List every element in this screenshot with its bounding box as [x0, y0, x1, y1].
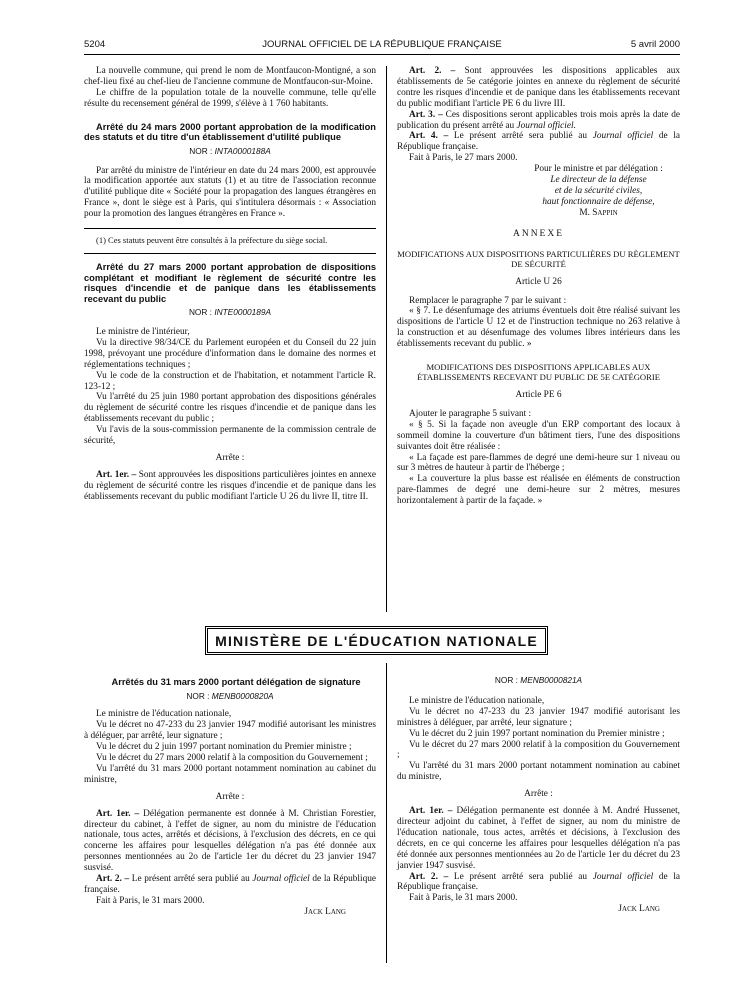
arrete-heading: Arrête :	[215, 452, 245, 463]
article-heading: Article U 26	[515, 276, 562, 287]
section-rule	[84, 253, 376, 254]
done-at: Fait à Paris, le 31 mars 2000.	[409, 893, 518, 904]
article-paragraph: Art. 2. – Sont approuvées les dispositions applicables aux établissements de 5e catégorie jointes en annexe du règlement de sécurité contre les risques d'incendie et de panique dans les établissements recevant du public modifiant l'article PE 6 du livre III.	[397, 66, 680, 109]
article-paragraph: Art. 3. – Ces dispositions seront applicables trois mois après la date de publication du présent arrêté au Journal officiel.	[397, 109, 680, 131]
paragraph: Vu le décret du 27 mars 2000 relatif à la composition du Gouvernement ;	[397, 739, 680, 761]
arrete-heading: Arrête :	[524, 789, 553, 800]
column-separator	[386, 663, 387, 963]
decree-title: Arrêté du 24 mars 2000 portant approbation de la modification des statuts et du titre d'un établissement d'utilité publique	[84, 121, 376, 143]
annex-heading: ANNEXE	[512, 228, 565, 239]
done-at: Fait à Paris, le 31 mars 2000.	[96, 895, 205, 906]
signature: Jack Lang	[304, 906, 346, 917]
paragraph: Vu la directive 98/34/CE du Parlement européen et du Conseil du 22 juin 1998, prévoyant une procédure d'information dans le domaine des normes et réglementations techniques ;	[84, 337, 376, 370]
page-header	[84, 39, 680, 52]
column-separator	[386, 66, 387, 612]
right-column	[397, 66, 680, 507]
ministry-banner: MINISTÈRE DE L'ÉDUCATION NATIONALE	[205, 626, 548, 655]
paragraph: Vu l'avis de la sous-commission permanente de la commission centrale de sécurité,	[84, 425, 376, 447]
article-paragraph: Art. 4. – Le présent arrêté sera publié au Journal officiel de la République française.	[397, 131, 681, 153]
paragraph: Remplacer le paragraphe 7 par le suivant :	[409, 295, 567, 306]
left-column	[84, 66, 376, 503]
article-heading: Article PE 6	[515, 390, 562, 401]
signature-block: Pour le ministre et par délégation : Le directeur de la défense et de la sécurité civiles, haut fonctionnaire de défense, M. Sappin	[534, 164, 663, 218]
paragraph: Vu le décret du 2 juin 1997 portant nomination du Premier ministre ;	[409, 728, 665, 739]
paragraph: Vu l'arrêté du 25 juin 1980 portant approbation des dispositions générales du règlement de sécurité contre les risques d'incendie et de panique dans les établissements recevant du public ;	[84, 392, 376, 425]
paragraph: Vu le décret no 47-233 du 23 janvier 1947 modifié autorisant les ministres à déléguer, par arrêté, leur signature ;	[397, 706, 680, 728]
nor-reference: NOR : MENB0000820A	[186, 690, 274, 701]
article-paragraph: Art. 1er. – Délégation permanente est donnée à M. Christian Forestier, directeur du cabinet, à l'effet de signer, au nom du ministre de l'éducation nationale, tous actes, arrêtés et décisions, à l'exclusion des décrets, en ce qui concerne les affaires pour lesquelles délégation n'a pas été donnée aux personnes mentionnées au 2o de l'article 1er du décret du 23 janvier 1947 susvisé.	[84, 808, 376, 874]
paragraph: Le chiffre de la population totale de la nouvelle commune, telle qu'elle résulte du recensement général de 1999, s'élève à 1 760 habitants.	[84, 87, 376, 109]
paragraph: Vu le décret du 27 mars 2000 relatif à la composition du Gouvernement ;	[96, 753, 368, 764]
issue-date: 5 avril 2000	[630, 39, 680, 50]
paragraph: « § 5. Si la façade non aveugle d'un ERP comportant des locaux à sommeil domine la couverture d'un bâtiment tiers, l'une des dispositions suivantes doit être réalisée :	[397, 419, 680, 452]
signature: Jack Lang	[618, 904, 660, 915]
paragraph: Vu le décret no 47-233 du 23 janvier 1947 modifié autorisant les ministres à déléguer, par arrêté, leur signature ;	[84, 720, 376, 742]
lower-right-column	[397, 665, 680, 915]
paragraph: « La couverture la plus basse est réalisée en éléments de construction pare-flammes de degré une demi-heure sur 2 mètres, mesures horizontalement à partir de la façade. »	[397, 474, 680, 507]
nor-reference: NOR : INTA0000188A	[189, 145, 271, 156]
section-heading: MODIFICATIONS DES DISPOSITIONS APPLICABLES AUX ÉTABLISSEMENTS RECEVANT DU PUBLIC DE 5E CATÉGORIE	[417, 362, 660, 383]
paragraph: Vu l'arrêté du 31 mars 2000 portant notamment nomination au cabinet du ministre,	[397, 761, 680, 783]
article-paragraph: Art. 1er. – Sont approuvées les dispositions particulières jointes en annexe du règlement de sécurité contre les risques d'incendie et de panique dans les établissements recevant du public modifiant l'article U 26 du livre II, titre II.	[84, 469, 377, 502]
footnote: (1) Ces statuts peuvent être consultés à la préfecture du siège social.	[96, 235, 328, 246]
article-paragraph: Art. 1er. – Délégation permanente est donnée à M. André Hussenet, directeur adjoint du cabinet, à l'effet de signer, au nom du ministre de l'éducation nationale, tous actes, arrêtés et décisions, à l'exclusion des décrets, en ce qui concerne les affaires pour lesquelles délégation n'a pas été donnée aux personnes mentionnées au 2o de l'article 1er du décret du 23 janvier 1947 susvisé.	[397, 806, 680, 871]
paragraph: Vu l'arrêté du 31 mars 2000 portant notamment nomination au cabinet du ministre,	[84, 763, 376, 785]
paragraph: La nouvelle commune, qui prend le nom de Montfaucon-Montigné, a son chef-lieu fixé au chef-lieu de l'ancienne commune de Montfaucon-sur-Moine.	[84, 66, 376, 87]
paragraph: Le ministre de l'éducation nationale,	[96, 709, 232, 720]
nor-reference: NOR : MENB0000821A	[494, 675, 583, 685]
article-paragraph: Art. 2. – Le présent arrêté sera publié au Journal officiel de la République française.	[397, 871, 681, 893]
decree-title: Arrêtés du 31 mars 2000 portant délégation de signature	[111, 677, 361, 687]
decree-title: Arrêté du 27 mars 2000 portant approbation de dispositions complétant et modifiant le règlement de sécurité contre les risques d'incendie et de panique dans les établissements recevant du public	[84, 262, 376, 304]
paragraph: « § 7. Le désenfumage des atriums éventuels doit être réalisé suivant les dispositions de l'article U 12 et de l'instruction technique no 263 relative à la construction et au désenfumage des volumes libres intérieurs dans les établissements recevant du public. »	[397, 306, 680, 350]
paragraph: Par arrêté du ministre de l'intérieur en date du 24 mars 2000, est approuvée la modification apportée aux statuts (1) et au titre de l'association reconnue d'utilité publique dite « Société pour la propagation des langues étrangères en France », dont le siège est à Paris, qui s'intitulera désormais : « Association pour la promotion des langues étrangères en France ».	[84, 165, 376, 220]
done-at: Fait à Paris, le 27 mars 2000.	[409, 153, 518, 164]
paragraph: Le ministre de l'éducation nationale,	[409, 695, 545, 706]
nor-reference: NOR : INTE0000189A	[188, 307, 272, 318]
paragraph: Vu le décret du 2 juin 1997 portant nomination du Premier ministre ;	[96, 742, 352, 753]
page-number: 5204	[84, 39, 106, 50]
section-heading: MODIFICATIONS AUX DISPOSITIONS PARTICULIÈRES DU RÈGLEMENT DE SÉCURITÉ	[397, 248, 680, 269]
header-rule	[84, 54, 680, 55]
paragraph: Le ministre de l'intérieur,	[96, 326, 190, 337]
paragraph: Ajouter le paragraphe 5 suivant :	[409, 408, 532, 419]
paragraph: Vu le code de la construction et de l'habitation, et notamment l'article R. 123-12 ;	[84, 370, 376, 392]
arrete-heading: Arrête :	[215, 791, 245, 802]
footnote-rule	[84, 228, 376, 229]
lower-left-column	[84, 665, 376, 918]
article-paragraph: Art. 2. – Le présent arrêté sera publié au Journal officiel de la République française.	[84, 874, 377, 895]
paragraph: « La façade est pare-flammes de degré une demi-heure sur 1 niveau ou sur 3 mètres de hauteur à partir de l'héberge ;	[397, 452, 680, 474]
journal-title: JOURNAL OFFICIEL DE LA RÉPUBLIQUE FRANÇAISE	[262, 39, 502, 50]
